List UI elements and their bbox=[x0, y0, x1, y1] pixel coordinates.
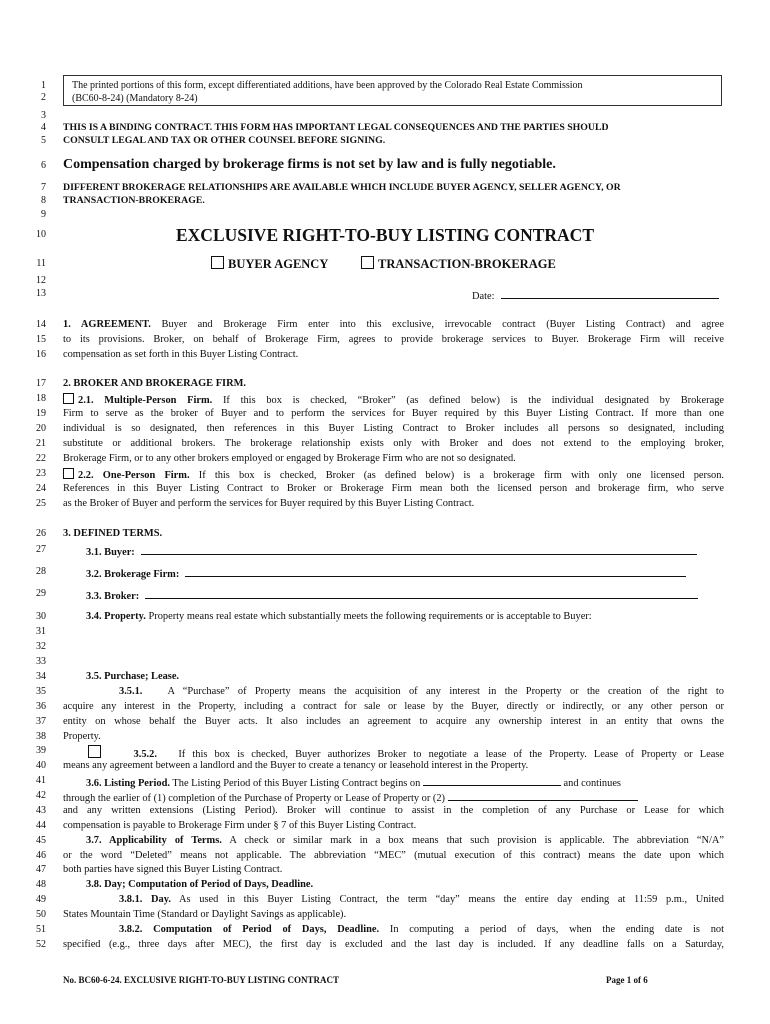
approval-text: The printed portions of this form, except differentiated additions, have been approved by the Colorado Real Estate Commission bbox=[72, 80, 583, 91]
s352-line2: means any agreement between a landlord and the Buyer to create a tenancy or leasehold interest in the Property. bbox=[63, 760, 529, 771]
listing-end-field[interactable] bbox=[448, 790, 638, 801]
s22-line1: 2.2. One-Person Firm. If this box is checked, Broker (as defined below) is a brokerage firm with only one licensed person. bbox=[63, 468, 724, 482]
line-number: 37 bbox=[36, 716, 46, 727]
line-number: 13 bbox=[36, 288, 46, 299]
s351-line3: entity on whose behalf the Buyer acts. It also includes an agreement to acquire any ownership interest in an entity that owns the bbox=[63, 716, 724, 727]
line-number: 48 bbox=[36, 879, 46, 890]
s21-line4: substitute or additional brokers. The brokerage relationship exists only with Broker and does not extend to the employing broker, bbox=[63, 438, 724, 449]
line-number: 15 bbox=[36, 334, 46, 345]
line-number: 9 bbox=[41, 209, 46, 220]
line-number: 4 bbox=[41, 122, 46, 133]
line-number: 32 bbox=[36, 641, 46, 652]
line-number: 8 bbox=[41, 195, 46, 206]
one-person-firm-checkbox[interactable] bbox=[63, 468, 74, 479]
line-number: 19 bbox=[36, 408, 46, 419]
s21-line2: Firm to serve as the broker of Buyer and to perform the services for Buyer required by this Buyer Listing Contract. If more than one bbox=[63, 408, 724, 419]
s37-line1: 3.7. Applicability of Terms. A check or similar mark in a box means that such provision is applicable. The abbreviation “N/A” bbox=[86, 835, 725, 846]
compensation-notice: Compensation charged by brokerage firms is not set by law and is fully negotiable. bbox=[63, 157, 556, 172]
s351-line4: Property. bbox=[63, 731, 101, 742]
s36-line1: 3.6. Listing Period. The Listing Period of this Buyer Listing Contract begins on and continues bbox=[86, 775, 621, 790]
s1-line1: 1. AGREEMENT. Buyer and Brokerage Firm enter into this exclusive, irrevocable contract (Buyer Listing Contract) and agree bbox=[63, 319, 724, 330]
line-number: 39 bbox=[36, 745, 46, 756]
s2-heading: 2. BROKER AND BROKERAGE FIRM. bbox=[63, 378, 247, 389]
line-number: 47 bbox=[36, 864, 46, 875]
line-number: 25 bbox=[36, 498, 46, 509]
line-number: 50 bbox=[36, 909, 46, 920]
property-requirements-field[interactable] bbox=[86, 626, 722, 666]
line-number: 52 bbox=[36, 939, 46, 950]
line-number: 16 bbox=[36, 349, 46, 360]
line-number: 24 bbox=[36, 483, 46, 494]
line-number: 35 bbox=[36, 686, 46, 697]
date-field[interactable] bbox=[501, 288, 719, 299]
s36-line4: compensation is payable to Brokerage Firm under § 7 of this Buyer Listing Contract. bbox=[63, 820, 417, 831]
s3-heading: 3. DEFINED TERMS. bbox=[63, 528, 163, 539]
line-number: 12 bbox=[36, 275, 46, 286]
line-number: 31 bbox=[36, 626, 46, 637]
s36-line3: and any written extensions (Listing Period). Broker will continue to assist in the completion of any Purchase or Lease for which bbox=[63, 805, 724, 816]
s1-line3: compensation as set forth in this Buyer Listing Contract. bbox=[63, 349, 299, 360]
line-number: 17 bbox=[36, 378, 46, 389]
line-number: 34 bbox=[36, 671, 46, 682]
s21-line5: Brokerage Firm, or to any other brokers employed or engaged by Brokerage Firm who are not so designated. bbox=[63, 453, 516, 464]
s351-line1: 3.5.1. A “Purchase” of Property means the acquisition of any interest in the Property or the creation of the right to bbox=[119, 686, 724, 697]
buyer-agency-checkbox[interactable] bbox=[211, 256, 224, 269]
line-number: 26 bbox=[36, 528, 46, 539]
s36-line2: through the earlier of (1) completion of the Purchase of Property or Lease of Property or (2) bbox=[63, 790, 638, 805]
date-label: Date: bbox=[472, 291, 495, 302]
line-number: 2 bbox=[41, 92, 46, 103]
line-number: 33 bbox=[36, 656, 46, 667]
line-number: 5 bbox=[41, 135, 46, 146]
s382-line1: 3.8.2. Computation of Period of Days, Deadline. In computing a period of days, when the ending date is not bbox=[119, 924, 724, 935]
line-number: 20 bbox=[36, 423, 46, 434]
s21-line1: 2.1. Multiple-Person Firm. If this box is checked, “Broker” (as defined below) is the individual designated by Brokerage bbox=[63, 393, 724, 407]
s381-line2: States Mountain Time (Standard or Daylight Savings as applicable). bbox=[63, 909, 347, 920]
transaction-brokerage-label: TRANSACTION-BROKERAGE bbox=[378, 257, 556, 271]
buyer-agency-option[interactable] bbox=[211, 256, 328, 271]
s351-line2: acquire any interest in the Property, including a contract for sale or lease by the Buyer, directly or indirectly, or any other person or bbox=[63, 701, 724, 712]
line-number: 46 bbox=[36, 850, 46, 861]
line-number: 21 bbox=[36, 438, 46, 449]
binding-warning: THIS IS A BINDING CONTRACT. THIS FORM HAS IMPORTANT LEGAL CONSEQUENCES AND THE PARTIES SHOULD bbox=[63, 122, 609, 133]
line-number: 10 bbox=[36, 229, 46, 240]
buyer-field[interactable] bbox=[141, 544, 697, 555]
relationships-notice: DIFFERENT BROKERAGE RELATIONSHIPS ARE AVAILABLE WHICH INCLUDE BUYER AGENCY, SELLER AGENCY, OR bbox=[63, 182, 621, 193]
line-number: 30 bbox=[36, 611, 46, 622]
line-number: 11 bbox=[36, 258, 46, 269]
listing-start-field[interactable] bbox=[423, 775, 561, 786]
line-number: 23 bbox=[36, 468, 46, 479]
brokerage-firm-row: 3.2. Brokerage Firm: bbox=[86, 566, 686, 581]
s1-heading: 1. AGREEMENT. bbox=[63, 319, 151, 330]
line-number: 22 bbox=[36, 453, 46, 464]
binding-warning-2: CONSULT LEGAL AND TAX OR OTHER COUNSEL BEFORE SIGNING. bbox=[63, 135, 386, 146]
footer-form-id: No. BC60-6-24. EXCLUSIVE RIGHT-TO-BUY LISTING CONTRACT bbox=[63, 975, 339, 985]
commission-approval-box bbox=[63, 75, 722, 106]
line-number: 29 bbox=[36, 588, 46, 599]
page-number: Page 1 of 6 bbox=[606, 975, 648, 985]
line-number: 49 bbox=[36, 894, 46, 905]
s37-line2: or the word “Deleted” means not applicable. The abbreviation “MEC” (mutual execution of this contract) means the date upon which bbox=[63, 850, 724, 861]
line-number: 7 bbox=[41, 182, 46, 193]
broker-field[interactable] bbox=[145, 588, 698, 599]
s381-line1: 3.8.1. Day. As used in this Buyer Listing Contract, the term “day” means the entire day ending at 11:59 p.m., United bbox=[119, 894, 724, 905]
lease-authorization-checkbox[interactable] bbox=[88, 745, 101, 758]
buyer-agency-label: BUYER AGENCY bbox=[228, 257, 329, 271]
multiple-person-firm-checkbox[interactable] bbox=[63, 393, 74, 404]
s21-line3: individual is so designated, then references in this Buyer Listing Contract to Broker includes all persons so designated, including bbox=[63, 423, 724, 434]
purchase-lease-heading: 3.5. Purchase; Lease. bbox=[86, 671, 180, 682]
line-number: 38 bbox=[36, 731, 46, 742]
line-number: 27 bbox=[36, 544, 46, 555]
transaction-brokerage-checkbox[interactable] bbox=[361, 256, 374, 269]
line-number: 42 bbox=[36, 790, 46, 801]
form-code: (BC60-8-24) (Mandatory 8-24) bbox=[72, 93, 198, 104]
s1-line2: to its provisions. Broker, on behalf of Brokerage Firm, agrees to provide brokerage services to Buyer. Brokerage Firm will receive bbox=[63, 334, 724, 345]
line-number: 1 bbox=[41, 80, 46, 91]
s38-heading: 3.8. Day; Computation of Period of Days, Deadline. bbox=[86, 879, 314, 890]
line-number: 18 bbox=[36, 393, 46, 404]
buyer-row: 3.1. Buyer: bbox=[86, 544, 697, 559]
date-row bbox=[472, 288, 719, 303]
line-number: 44 bbox=[36, 820, 46, 831]
page-title: EXCLUSIVE RIGHT-TO-BUY LISTING CONTRACT bbox=[176, 225, 594, 245]
line-number: 43 bbox=[36, 805, 46, 816]
line-number: 3 bbox=[41, 110, 46, 121]
line-number: 14 bbox=[36, 319, 46, 330]
property-row: 3.4. Property. Property means real estate which substantially meets the following requirements or is acceptable to Buyer: bbox=[86, 611, 592, 622]
line-number: 28 bbox=[36, 566, 46, 577]
brokerage-firm-field[interactable] bbox=[185, 566, 686, 577]
s382-line2: specified (e.g., three days after MEC), the first day is excluded and the last day is included. If any deadline falls on a Saturday, bbox=[63, 939, 724, 950]
s352-line1: 3.5.2. If this box is checked, Buyer authorizes Broker to negotiate a lease of the Property. Lease of Property or Lease bbox=[88, 745, 724, 761]
line-number: 6 bbox=[41, 160, 46, 171]
s22-line2: References in this Buyer Listing Contract to Broker or Brokerage Firm mean both the licensed person and brokerage firm, who serve bbox=[63, 483, 724, 494]
line-number: 36 bbox=[36, 701, 46, 712]
relationships-notice-2: TRANSACTION-BROKERAGE. bbox=[63, 195, 205, 206]
line-number: 51 bbox=[36, 924, 46, 935]
s37-line3: both parties have signed this Buyer Listing Contract. bbox=[63, 864, 283, 875]
line-number: 40 bbox=[36, 760, 46, 771]
line-number: 41 bbox=[36, 775, 46, 786]
transaction-brokerage-option[interactable] bbox=[361, 256, 556, 271]
line-number: 45 bbox=[36, 835, 46, 846]
broker-row: 3.3. Broker: bbox=[86, 588, 698, 603]
s22-line3: as the Broker of Buyer and perform the services for Buyer required by this Buyer Listing Contract. bbox=[63, 498, 475, 509]
